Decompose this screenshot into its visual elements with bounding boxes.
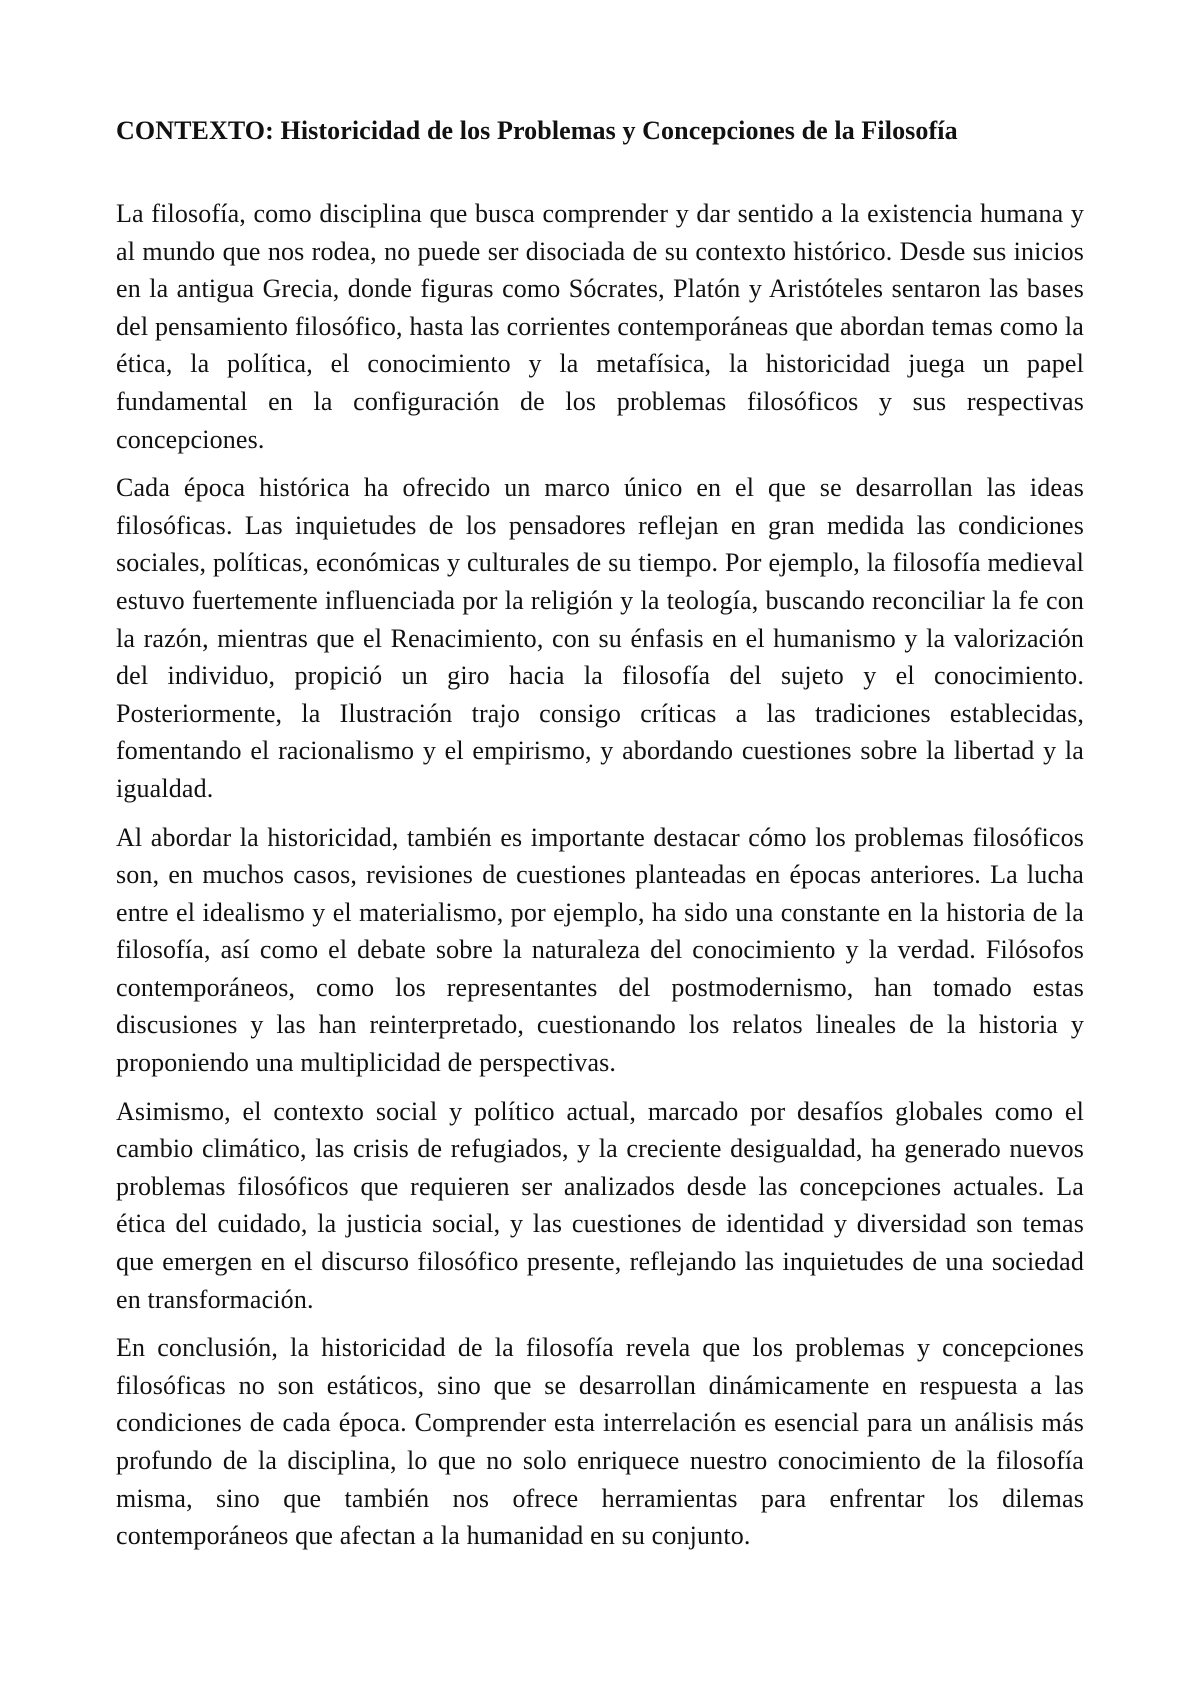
document-title: CONTEXTO: Historicidad de los Problemas y Concepciones de la Filosofía: [116, 116, 958, 145]
paragraph-2: Cada época histórica ha ofrecido un marco único en el que se desarrollan las ideas filosóficas. Las inquietudes de los pensadores reflejan en gran medida las condiciones sociales, políticas, económicas y culturales de su tiempo. Por ejemplo, la filosofía medieval estuvo fuertemente influenciada por la religión y la teología, buscando reconciliar la fe con la razón, mientras que el Renacimiento, con su énfasis en el humanismo y la valorización del individuo, propició un giro hacia la filosofía del sujeto y el conocimiento. Posteriormente, la Ilustración trajo consigo críticas a las tradiciones establecidas, fomentando el racionalismo y el empirismo, y abordando cuestiones sobre la libertad y la igualdad.: [116, 473, 1084, 803]
paragraph-1: La filosofía, como disciplina que busca comprender y dar sentido a la existencia humana y al mundo que nos rodea, no puede ser disociada de su contexto histórico. Desde sus inicios en la antigua Grecia, donde figuras como Sócrates, Platón y Aristóteles sentaron las bases del pensamiento filosófico, hasta las corrientes contemporáneas que abordan temas como la ética, la política, el conocimiento y la metafísica, la historicidad juega un papel fundamental en la configuración de los problemas filosóficos y sus respectivas concepciones.: [116, 199, 1084, 454]
paragraph-4: Asimismo, el contexto social y político actual, marcado por desafíos globales como el cambio climático, las crisis de refugiados, y la creciente desigualdad, ha generado nuevos problemas filosóficos que requieren ser analizados desde las concepciones actuales. La ética del cuidado, la justicia social, y las cuestiones de identidad y diversidad son temas que emergen en el discurso filosófico presente, reflejando las inquietudes de una sociedad en transformación.: [116, 1096, 1084, 1314]
paragraph-5: En conclusión, la historicidad de la filosofía revela que los problemas y concepciones filosóficas no son estáticos, sino que se desarrollan dinámicamente en respuesta a las condiciones de cada época. Comprender esta interrelación es esencial para un análisis más profundo de la disciplina, lo que no solo enriquece nuestro conocimiento de la filosofía misma, sino que también nos ofrece herramientas para enfrentar los dilemas contemporáneos que afectan a la humanidad en su conjunto.: [116, 1333, 1084, 1551]
paragraph-3: Al abordar la historicidad, también es importante destacar cómo los problemas filosóficos son, en muchos casos, revisiones de cuestiones planteadas en épocas anteriores. La lucha entre el idealismo y el materialismo, por ejemplo, ha sido una constante en la historia de la filosofía, así como el debate sobre la naturaleza del conocimiento y la verdad. Filósofos contemporáneos, como los representantes del postmodernismo, han tomado estas discusiones y las han reinterpretado, cuestionando los relatos lineales de la historia y proponiendo una multiplicidad de perspectivas.: [116, 822, 1084, 1078]
